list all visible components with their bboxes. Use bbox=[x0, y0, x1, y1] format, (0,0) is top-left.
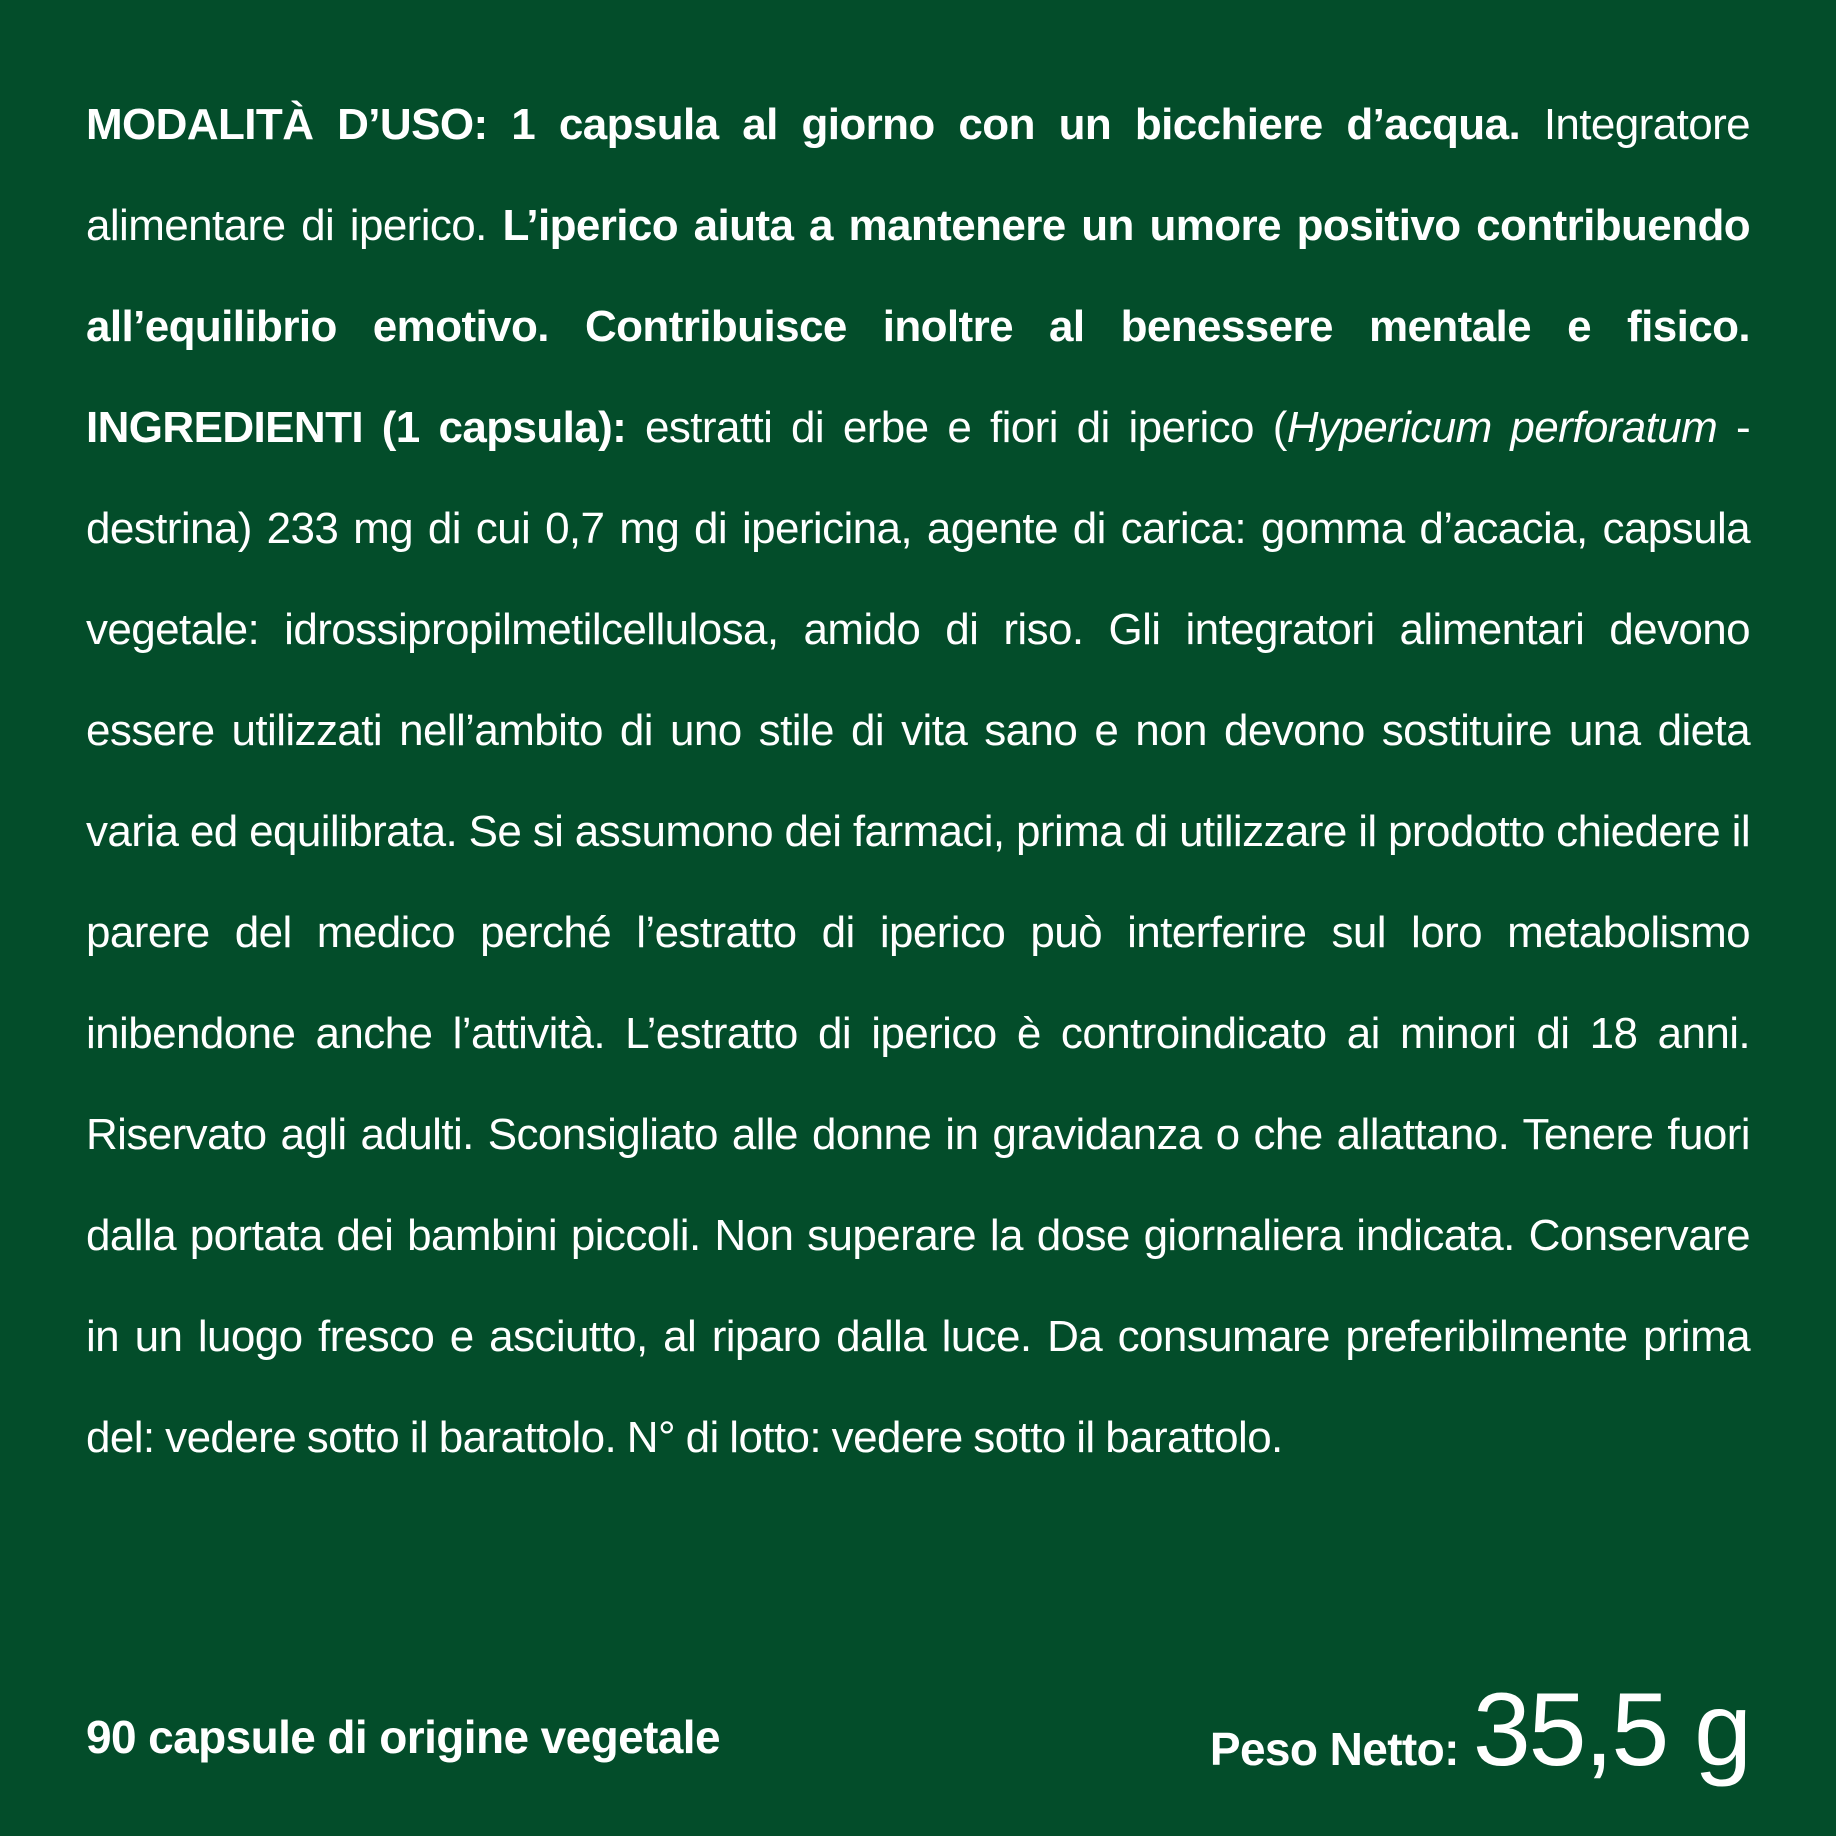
net-weight bbox=[1209, 1672, 1750, 1788]
warnings-text: Gli integratori alimentari devono essere utilizzati nell’ambito di uno stile di vita sano e non devono sostituire una dieta varia ed equilibrata. Se si assumono dei farmaci, prima di utilizzare il prodotto chiedere il parere del medico perché l’estratto di iperico può interferire sul loro metabolismo inibendone anche l’attività. L’estratto di iperico è controindicato ai minori di 18 anni. Riservato agli adulti. Sconsigliato alle donne in gravidanza o che allattano. Tenere fuori dalla portata dei bambini piccoli. Non superare la dose giornaliera indicata. Conservare in un luogo fresco e asciutto, al riparo dalla luce. Da consumare preferibilmente prima del: vedere sotto il barattolo. bbox=[86, 605, 1751, 1462]
usage-heading: MODALITÀ D’USO: bbox=[86, 100, 488, 149]
usage-text: 1 capsula al giorno con un bicchiere d’acqua. bbox=[511, 100, 1521, 149]
health-claims: L’iperico aiuta a mantenere un umore positivo contribuendo all’equilibrio emotivo. Contribuisce inoltre al benessere mentale e fisico. bbox=[86, 201, 1750, 351]
supplement-type: Integratore alimentare di iperico. bbox=[86, 100, 1751, 250]
ingredients-intro: estratti di erbe e fiori di iperico ( bbox=[645, 403, 1287, 452]
net-weight-value: 35,5 g bbox=[1472, 1672, 1750, 1788]
label-footer bbox=[86, 1672, 1750, 1790]
latin-name: Hypericum perforatum bbox=[1286, 403, 1718, 452]
ingredients-heading: INGREDIENTI (1 capsula): bbox=[86, 403, 627, 452]
ingredients-rest: - destrina) 233 mg di cui 0,7 mg di ipericina, agente di carica: gomma d’acacia, capsula vegetale: idrossipropilmetilcellulosa, amido di riso. bbox=[86, 403, 1751, 654]
label-body-text bbox=[86, 74, 1750, 1488]
capsule-count: 90 capsule di origine vegetale bbox=[86, 1711, 720, 1763]
net-weight-label: Peso Netto: bbox=[1209, 1723, 1459, 1775]
lot-number-text: N° di lotto: vedere sotto il barattolo. bbox=[626, 1413, 1283, 1462]
